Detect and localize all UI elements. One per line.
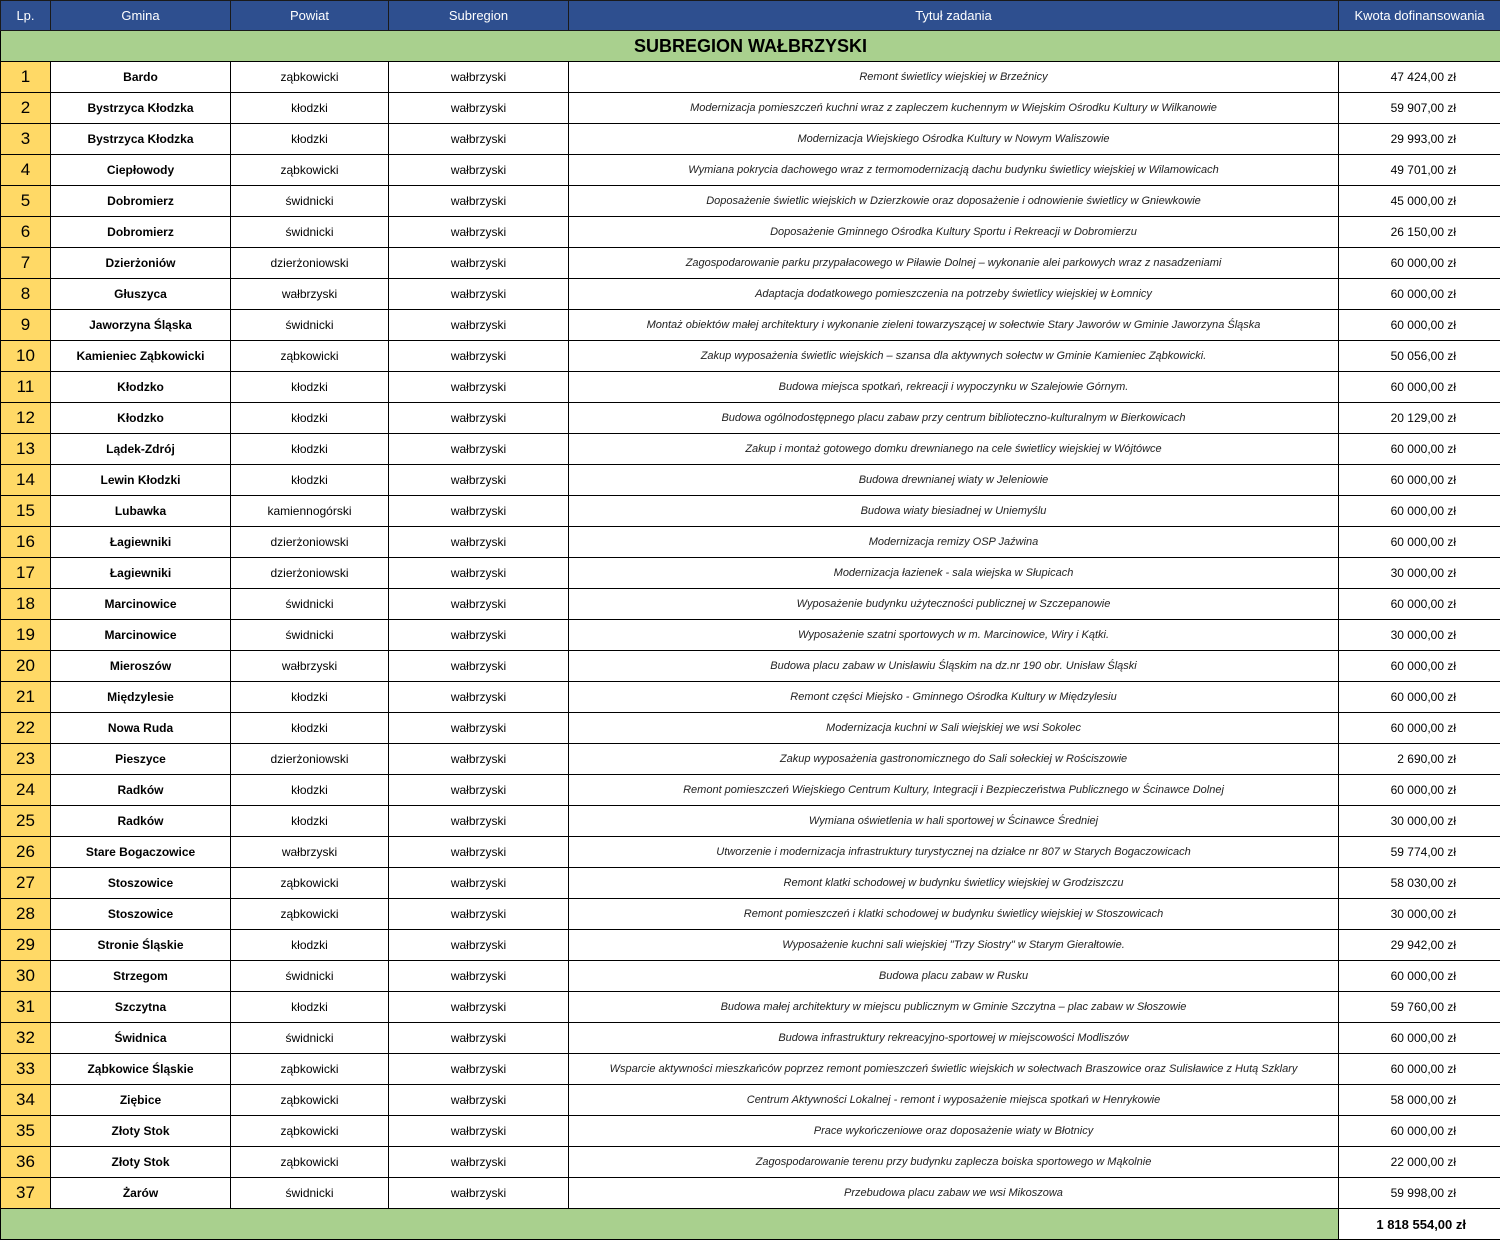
cell-powiat: kamiennogórski <box>231 496 389 527</box>
cell-lp: 28 <box>1 899 51 930</box>
table-row <box>1 496 1500 527</box>
cell-powiat: świdnicki <box>231 310 389 341</box>
cell-kwota: 60 000,00 zł <box>1339 248 1500 279</box>
cell-lp: 10 <box>1 341 51 372</box>
total-row <box>1 1209 1500 1240</box>
cell-kwota: 60 000,00 zł <box>1339 961 1500 992</box>
cell-kwota: 45 000,00 zł <box>1339 186 1500 217</box>
cell-lp: 11 <box>1 372 51 403</box>
cell-kwota: 2 690,00 zł <box>1339 744 1500 775</box>
cell-lp: 15 <box>1 496 51 527</box>
total-amount: 1 818 554,00 zł <box>1339 1209 1500 1240</box>
cell-subregion: wałbrzyski <box>389 279 569 310</box>
cell-kwota: 60 000,00 zł <box>1339 465 1500 496</box>
cell-powiat: ząbkowicki <box>231 1054 389 1085</box>
table-row <box>1 186 1500 217</box>
table-row <box>1 589 1500 620</box>
cell-gmina: Łagiewniki <box>51 527 231 558</box>
cell-tytul: Budowa miejsca spotkań, rekreacji i wypoczynku w Szalejowie Górnym. <box>569 372 1339 403</box>
cell-powiat: kłodzki <box>231 372 389 403</box>
table-row <box>1 217 1500 248</box>
cell-lp: 7 <box>1 248 51 279</box>
cell-gmina: Złoty Stok <box>51 1147 231 1178</box>
cell-kwota: 47 424,00 zł <box>1339 62 1500 93</box>
cell-subregion: wałbrzyski <box>389 1023 569 1054</box>
cell-subregion: wałbrzyski <box>389 1116 569 1147</box>
cell-lp: 22 <box>1 713 51 744</box>
cell-gmina: Żarów <box>51 1178 231 1209</box>
cell-kwota: 60 000,00 zł <box>1339 589 1500 620</box>
cell-tytul: Wyposażenie kuchni sali wiejskiej "Trzy Siostry" w Starym Gierałtowie. <box>569 930 1339 961</box>
table-row <box>1 930 1500 961</box>
cell-tytul: Remont świetlicy wiejskiej w Brzeźnicy <box>569 62 1339 93</box>
table-row <box>1 620 1500 651</box>
cell-gmina: Pieszyce <box>51 744 231 775</box>
cell-tytul: Zakup wyposażenia świetlic wiejskich – szansa dla aktywnych sołectw w Gminie Kamieniec Ząbkowicki. <box>569 341 1339 372</box>
cell-tytul: Przebudowa placu zabaw we wsi Mikoszowa <box>569 1178 1339 1209</box>
cell-tytul: Zagospodarowanie terenu przy budynku zaplecza boiska sportowego w Mąkolnie <box>569 1147 1339 1178</box>
cell-powiat: ząbkowicki <box>231 1147 389 1178</box>
cell-subregion: wałbrzyski <box>389 248 569 279</box>
cell-kwota: 29 942,00 zł <box>1339 930 1500 961</box>
cell-tytul: Budowa wiaty biesiadnej w Uniemyślu <box>569 496 1339 527</box>
table-row <box>1 434 1500 465</box>
cell-subregion: wałbrzyski <box>389 744 569 775</box>
cell-gmina: Kłodzko <box>51 403 231 434</box>
cell-tytul: Modernizacja kuchni w Sali wiejskiej we wsi Sokolec <box>569 713 1339 744</box>
cell-gmina: Dzierżoniów <box>51 248 231 279</box>
cell-subregion: wałbrzyski <box>389 62 569 93</box>
header-row <box>1 1 1500 31</box>
cell-lp: 4 <box>1 155 51 186</box>
cell-gmina: Lewin Kłodzki <box>51 465 231 496</box>
cell-lp: 19 <box>1 620 51 651</box>
cell-powiat: kłodzki <box>231 682 389 713</box>
cell-lp: 35 <box>1 1116 51 1147</box>
table-row <box>1 341 1500 372</box>
cell-powiat: ząbkowicki <box>231 155 389 186</box>
total-filler <box>1 1209 1339 1240</box>
cell-powiat: kłodzki <box>231 775 389 806</box>
cell-tytul: Doposażenie Gminnego Ośrodka Kultury Sportu i Rekreacji w Dobromierzu <box>569 217 1339 248</box>
cell-powiat: wałbrzyski <box>231 651 389 682</box>
cell-subregion: wałbrzyski <box>389 341 569 372</box>
cell-tytul: Wyposażenie szatni sportowych w m. Marcinowice, Wiry i Kątki. <box>569 620 1339 651</box>
cell-powiat: kłodzki <box>231 465 389 496</box>
cell-gmina: Radków <box>51 806 231 837</box>
cell-kwota: 30 000,00 zł <box>1339 620 1500 651</box>
cell-tytul: Remont pomieszczeń Wiejskiego Centrum Kultury, Integracji i Bezpieczeństwa Publicznego w Ścinawce Dolnej <box>569 775 1339 806</box>
cell-lp: 26 <box>1 837 51 868</box>
cell-lp: 14 <box>1 465 51 496</box>
cell-lp: 9 <box>1 310 51 341</box>
cell-lp: 30 <box>1 961 51 992</box>
cell-gmina: Strzegom <box>51 961 231 992</box>
table-row <box>1 62 1500 93</box>
cell-subregion: wałbrzyski <box>389 465 569 496</box>
table-row <box>1 465 1500 496</box>
cell-kwota: 30 000,00 zł <box>1339 899 1500 930</box>
cell-powiat: dzierżoniowski <box>231 527 389 558</box>
header-tytul: Tytuł zadania <box>569 1 1339 31</box>
cell-lp: 13 <box>1 434 51 465</box>
cell-subregion: wałbrzyski <box>389 837 569 868</box>
table-row <box>1 1085 1500 1116</box>
cell-gmina: Stoszowice <box>51 899 231 930</box>
cell-gmina: Kłodzko <box>51 372 231 403</box>
cell-subregion: wałbrzyski <box>389 713 569 744</box>
cell-tytul: Budowa małej architektury w miejscu publicznym w Gminie Szczytna – plac zabaw w Słoszowie <box>569 992 1339 1023</box>
cell-kwota: 60 000,00 zł <box>1339 682 1500 713</box>
cell-lp: 12 <box>1 403 51 434</box>
cell-kwota: 60 000,00 zł <box>1339 310 1500 341</box>
cell-powiat: świdnicki <box>231 589 389 620</box>
cell-subregion: wałbrzyski <box>389 1085 569 1116</box>
table-row <box>1 806 1500 837</box>
table-row <box>1 310 1500 341</box>
cell-lp: 27 <box>1 868 51 899</box>
cell-tytul: Zakup i montaż gotowego domku drewnianego na cele świetlicy wiejskiej w Wójtówce <box>569 434 1339 465</box>
cell-powiat: dzierżoniowski <box>231 558 389 589</box>
header-subregion: Subregion <box>389 1 569 31</box>
cell-lp: 5 <box>1 186 51 217</box>
table-row <box>1 1054 1500 1085</box>
cell-tytul: Montaż obiektów małej architektury i wykonanie zieleni towarzyszącej w sołectwie Stary Jaworów w Gminie Jaworzyna Śląska <box>569 310 1339 341</box>
cell-tytul: Budowa placu zabaw w Unisławiu Śląskim na dz.nr 190 obr. Unisław Śląski <box>569 651 1339 682</box>
table-row <box>1 527 1500 558</box>
cell-lp: 18 <box>1 589 51 620</box>
cell-tytul: Modernizacja łazienek - sala wiejska w Słupicach <box>569 558 1339 589</box>
cell-powiat: wałbrzyski <box>231 279 389 310</box>
section-title: SUBREGION WAŁBRZYSKI <box>1 31 1500 62</box>
cell-gmina: Mieroszów <box>51 651 231 682</box>
cell-tytul: Wsparcie aktywności mieszkańców poprzez remont pomieszczeń świetlic wiejskich w sołectwach Braszowice oraz Sulisławice z Hutą Szklary <box>569 1054 1339 1085</box>
cell-lp: 21 <box>1 682 51 713</box>
cell-lp: 17 <box>1 558 51 589</box>
cell-tytul: Utworzenie i modernizacja infrastruktury turystycznej na działce nr 807 w Starych Bogaczowicach <box>569 837 1339 868</box>
cell-tytul: Budowa infrastruktury rekreacyjno-sportowej w miejscowości Modliszów <box>569 1023 1339 1054</box>
cell-kwota: 59 907,00 zł <box>1339 93 1500 124</box>
cell-lp: 24 <box>1 775 51 806</box>
cell-subregion: wałbrzyski <box>389 1178 569 1209</box>
table-row <box>1 1147 1500 1178</box>
cell-subregion: wałbrzyski <box>389 651 569 682</box>
cell-tytul: Zagospodarowanie parku przypałacowego w Piławie Dolnej – wykonanie alei parkowych wraz z nasadzeniami <box>569 248 1339 279</box>
cell-tytul: Budowa placu zabaw w Rusku <box>569 961 1339 992</box>
cell-tytul: Wyposażenie budynku użyteczności publicznej w Szczepanowie <box>569 589 1339 620</box>
table-row <box>1 124 1500 155</box>
table-row <box>1 682 1500 713</box>
cell-tytul: Wymiana pokrycia dachowego wraz z termomodernizacją dachu budynku świetlicy wiejskiej w Wilamowicach <box>569 155 1339 186</box>
cell-subregion: wałbrzyski <box>389 186 569 217</box>
cell-tytul: Modernizacja pomieszczeń kuchni wraz z zapleczem kuchennym w Wiejskim Ośrodku Kultury w Wilkanowie <box>569 93 1339 124</box>
cell-tytul: Prace wykończeniowe oraz doposażenie wiaty w Błotnicy <box>569 1116 1339 1147</box>
cell-kwota: 20 129,00 zł <box>1339 403 1500 434</box>
table-row <box>1 558 1500 589</box>
cell-subregion: wałbrzyski <box>389 403 569 434</box>
cell-kwota: 49 701,00 zł <box>1339 155 1500 186</box>
section-row <box>1 31 1500 62</box>
cell-kwota: 30 000,00 zł <box>1339 558 1500 589</box>
cell-kwota: 22 000,00 zł <box>1339 1147 1500 1178</box>
cell-subregion: wałbrzyski <box>389 310 569 341</box>
cell-gmina: Bystrzyca Kłodzka <box>51 93 231 124</box>
cell-subregion: wałbrzyski <box>389 558 569 589</box>
cell-powiat: ząbkowicki <box>231 1085 389 1116</box>
cell-lp: 1 <box>1 62 51 93</box>
cell-gmina: Marcinowice <box>51 589 231 620</box>
cell-powiat: kłodzki <box>231 713 389 744</box>
table-row <box>1 961 1500 992</box>
cell-lp: 31 <box>1 992 51 1023</box>
cell-gmina: Łagiewniki <box>51 558 231 589</box>
table-row <box>1 713 1500 744</box>
cell-tytul: Doposażenie świetlic wiejskich w Dzierzkowie oraz doposażenie i odnowienie świetlicy w Gniewkowie <box>569 186 1339 217</box>
table-row <box>1 1023 1500 1054</box>
cell-kwota: 30 000,00 zł <box>1339 806 1500 837</box>
table-row <box>1 372 1500 403</box>
cell-powiat: kłodzki <box>231 434 389 465</box>
cell-subregion: wałbrzyski <box>389 620 569 651</box>
cell-lp: 29 <box>1 930 51 961</box>
cell-kwota: 60 000,00 zł <box>1339 713 1500 744</box>
table-body <box>1 31 1500 1240</box>
cell-subregion: wałbrzyski <box>389 775 569 806</box>
cell-kwota: 59 774,00 zł <box>1339 837 1500 868</box>
cell-subregion: wałbrzyski <box>389 93 569 124</box>
cell-gmina: Stoszowice <box>51 868 231 899</box>
cell-powiat: ząbkowicki <box>231 341 389 372</box>
cell-powiat: kłodzki <box>231 992 389 1023</box>
cell-tytul: Budowa drewnianej wiaty w Jeleniowie <box>569 465 1339 496</box>
cell-subregion: wałbrzyski <box>389 899 569 930</box>
cell-gmina: Ząbkowice Śląskie <box>51 1054 231 1085</box>
cell-subregion: wałbrzyski <box>389 434 569 465</box>
cell-tytul: Zakup wyposażenia gastronomicznego do Sali sołeckiej w Rościszowie <box>569 744 1339 775</box>
cell-lp: 16 <box>1 527 51 558</box>
cell-subregion: wałbrzyski <box>389 527 569 558</box>
cell-powiat: świdnicki <box>231 1178 389 1209</box>
cell-gmina: Radków <box>51 775 231 806</box>
cell-subregion: wałbrzyski <box>389 589 569 620</box>
table-row <box>1 1178 1500 1209</box>
cell-kwota: 60 000,00 zł <box>1339 372 1500 403</box>
cell-lp: 8 <box>1 279 51 310</box>
header-powiat: Powiat <box>231 1 389 31</box>
cell-gmina: Głuszyca <box>51 279 231 310</box>
cell-kwota: 26 150,00 zł <box>1339 217 1500 248</box>
cell-powiat: ząbkowicki <box>231 62 389 93</box>
header-lp: Lp. <box>1 1 51 31</box>
cell-powiat: świdnicki <box>231 217 389 248</box>
table-row <box>1 744 1500 775</box>
cell-gmina: Świdnica <box>51 1023 231 1054</box>
cell-subregion: wałbrzyski <box>389 868 569 899</box>
table-row <box>1 899 1500 930</box>
table-row <box>1 248 1500 279</box>
cell-lp: 37 <box>1 1178 51 1209</box>
cell-powiat: świdnicki <box>231 961 389 992</box>
cell-powiat: dzierżoniowski <box>231 248 389 279</box>
cell-gmina: Stronie Śląskie <box>51 930 231 961</box>
table-row <box>1 279 1500 310</box>
cell-tytul: Budowa ogólnodostępnego placu zabaw przy centrum biblioteczno-kulturalnym w Bierkowicach <box>569 403 1339 434</box>
cell-powiat: ząbkowicki <box>231 899 389 930</box>
cell-gmina: Marcinowice <box>51 620 231 651</box>
cell-powiat: kłodzki <box>231 403 389 434</box>
cell-kwota: 60 000,00 zł <box>1339 496 1500 527</box>
cell-tytul: Modernizacja Wiejskiego Ośrodka Kultury w Nowym Waliszowie <box>569 124 1339 155</box>
cell-subregion: wałbrzyski <box>389 124 569 155</box>
cell-lp: 2 <box>1 93 51 124</box>
header-gmina: Gmina <box>51 1 231 31</box>
cell-gmina: Międzylesie <box>51 682 231 713</box>
cell-lp: 32 <box>1 1023 51 1054</box>
cell-kwota: 29 993,00 zł <box>1339 124 1500 155</box>
cell-subregion: wałbrzyski <box>389 930 569 961</box>
cell-powiat: dzierżoniowski <box>231 744 389 775</box>
cell-gmina: Kamieniec Ząbkowicki <box>51 341 231 372</box>
cell-tytul: Remont pomieszczeń i klatki schodowej w budynku świetlicy wiejskiej w Stoszowicach <box>569 899 1339 930</box>
cell-gmina: Ciepłowody <box>51 155 231 186</box>
cell-subregion: wałbrzyski <box>389 372 569 403</box>
cell-lp: 23 <box>1 744 51 775</box>
cell-kwota: 60 000,00 zł <box>1339 434 1500 465</box>
cell-gmina: Lądek-Zdrój <box>51 434 231 465</box>
cell-subregion: wałbrzyski <box>389 217 569 248</box>
cell-subregion: wałbrzyski <box>389 961 569 992</box>
cell-lp: 6 <box>1 217 51 248</box>
cell-powiat: kłodzki <box>231 124 389 155</box>
cell-gmina: Dobromierz <box>51 186 231 217</box>
cell-subregion: wałbrzyski <box>389 806 569 837</box>
cell-tytul: Modernizacja remizy OSP Jaźwina <box>569 527 1339 558</box>
cell-gmina: Nowa Ruda <box>51 713 231 744</box>
table-row <box>1 775 1500 806</box>
cell-lp: 36 <box>1 1147 51 1178</box>
cell-gmina: Złoty Stok <box>51 1116 231 1147</box>
cell-gmina: Szczytna <box>51 992 231 1023</box>
table-row <box>1 837 1500 868</box>
cell-powiat: ząbkowicki <box>231 1116 389 1147</box>
cell-tytul: Wymiana oświetlenia w hali sportowej w Ścinawce Średniej <box>569 806 1339 837</box>
cell-kwota: 58 030,00 zł <box>1339 868 1500 899</box>
cell-powiat: ząbkowicki <box>231 868 389 899</box>
cell-lp: 25 <box>1 806 51 837</box>
cell-gmina: Stare Bogaczowice <box>51 837 231 868</box>
cell-subregion: wałbrzyski <box>389 682 569 713</box>
cell-kwota: 59 998,00 zł <box>1339 1178 1500 1209</box>
cell-kwota: 60 000,00 zł <box>1339 651 1500 682</box>
cell-subregion: wałbrzyski <box>389 496 569 527</box>
cell-subregion: wałbrzyski <box>389 1147 569 1178</box>
cell-powiat: kłodzki <box>231 93 389 124</box>
cell-tytul: Centrum Aktywności Lokalnej - remont i wyposażenie miejsca spotkań w Henrykowie <box>569 1085 1339 1116</box>
cell-kwota: 60 000,00 zł <box>1339 775 1500 806</box>
cell-powiat: kłodzki <box>231 930 389 961</box>
cell-powiat: świdnicki <box>231 1023 389 1054</box>
cell-kwota: 59 760,00 zł <box>1339 992 1500 1023</box>
cell-kwota: 60 000,00 zł <box>1339 1054 1500 1085</box>
cell-subregion: wałbrzyski <box>389 1054 569 1085</box>
cell-subregion: wałbrzyski <box>389 992 569 1023</box>
table-row <box>1 992 1500 1023</box>
cell-powiat: świdnicki <box>231 620 389 651</box>
cell-kwota: 60 000,00 zł <box>1339 279 1500 310</box>
cell-lp: 33 <box>1 1054 51 1085</box>
cell-gmina: Lubawka <box>51 496 231 527</box>
cell-powiat: wałbrzyski <box>231 837 389 868</box>
header-kwota: Kwota dofinansowania <box>1339 1 1500 31</box>
table-row <box>1 403 1500 434</box>
cell-kwota: 50 056,00 zł <box>1339 341 1500 372</box>
cell-gmina: Ziębice <box>51 1085 231 1116</box>
cell-tytul: Adaptacja dodatkowego pomieszczenia na potrzeby świetlicy wiejskiej w Łomnicy <box>569 279 1339 310</box>
cell-tytul: Remont części Miejsko - Gminnego Ośrodka Kultury w Międzylesiu <box>569 682 1339 713</box>
cell-lp: 20 <box>1 651 51 682</box>
cell-tytul: Remont klatki schodowej w budynku świetlicy wiejskiej w Grodziszczu <box>569 868 1339 899</box>
cell-kwota: 60 000,00 zł <box>1339 1023 1500 1054</box>
cell-kwota: 60 000,00 zł <box>1339 527 1500 558</box>
cell-gmina: Bystrzyca Kłodzka <box>51 124 231 155</box>
table-row <box>1 1116 1500 1147</box>
cell-gmina: Dobromierz <box>51 217 231 248</box>
cell-lp: 3 <box>1 124 51 155</box>
cell-subregion: wałbrzyski <box>389 155 569 186</box>
table-row <box>1 155 1500 186</box>
table-row <box>1 868 1500 899</box>
cell-gmina: Bardo <box>51 62 231 93</box>
table-row <box>1 93 1500 124</box>
cell-powiat: kłodzki <box>231 806 389 837</box>
cell-powiat: świdnicki <box>231 186 389 217</box>
cell-lp: 34 <box>1 1085 51 1116</box>
cell-kwota: 58 000,00 zł <box>1339 1085 1500 1116</box>
cell-kwota: 60 000,00 zł <box>1339 1116 1500 1147</box>
table-row <box>1 651 1500 682</box>
cell-gmina: Jaworzyna Śląska <box>51 310 231 341</box>
